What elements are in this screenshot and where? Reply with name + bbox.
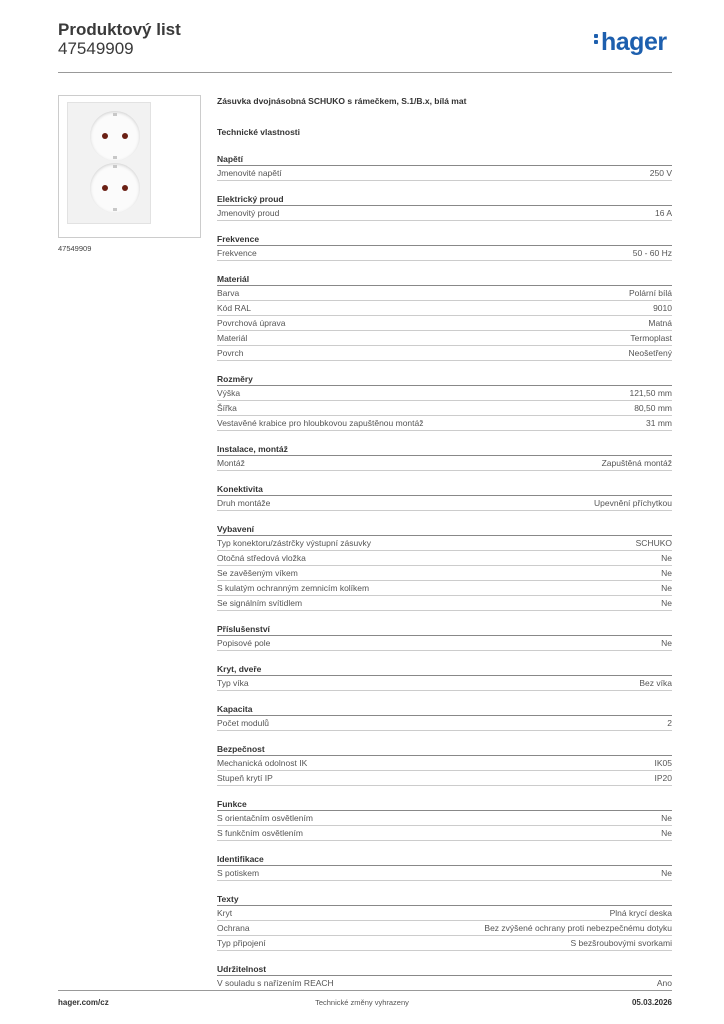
spec-section xyxy=(217,893,672,951)
spec-label: Se zavěšeným víkem xyxy=(217,568,298,578)
spec-value: 250 V xyxy=(649,168,672,178)
spec-label: Druh montáže xyxy=(217,498,271,508)
spec-row xyxy=(217,301,672,316)
section-heading: Texty xyxy=(217,893,672,906)
spec-label: S funkčním osvětlením xyxy=(217,828,303,838)
spec-value: Upevnění příchytkou xyxy=(594,498,672,508)
spec-row xyxy=(217,826,672,841)
spec-label: Typ víka xyxy=(217,678,249,688)
spec-label: S potiskem xyxy=(217,868,260,878)
spec-value: Ne xyxy=(661,583,672,593)
spec-label: Počet modulů xyxy=(217,718,269,728)
spec-value: Zapuštěná montáž xyxy=(601,458,672,468)
spec-row xyxy=(217,286,672,301)
spec-value: S bezšroubovými svorkami xyxy=(570,938,672,948)
spec-section xyxy=(217,523,672,611)
spec-label: Mechanická odolnost IK xyxy=(217,758,308,768)
spec-label: Vestavěné krabice pro hloubkovou zapuštěnou montáž xyxy=(217,418,424,428)
spec-label: Jmenovité napětí xyxy=(217,168,282,178)
section-heading: Identifikace xyxy=(217,853,672,866)
spec-row xyxy=(217,316,672,331)
socket-frame-icon xyxy=(67,102,151,224)
spec-value: Ne xyxy=(661,568,672,578)
hager-logo[interactable] xyxy=(594,28,667,57)
spec-value: Bez zvýšené ochrany proti nebezpečnému dotyku xyxy=(484,923,672,933)
logo-dots-icon xyxy=(594,32,599,46)
spec-value: Ne xyxy=(661,638,672,648)
spec-value: 50 - 60 Hz xyxy=(632,248,672,258)
spec-label: Barva xyxy=(217,288,240,298)
spec-section xyxy=(217,963,672,991)
section-heading: Vybavení xyxy=(217,523,672,536)
spec-label: Materiál xyxy=(217,333,248,343)
spec-value: Ne xyxy=(661,813,672,823)
spec-row xyxy=(217,771,672,786)
spec-row xyxy=(217,166,672,181)
spec-row xyxy=(217,921,672,936)
spec-label: Šířka xyxy=(217,403,237,413)
spec-label: Kód RAL xyxy=(217,303,252,313)
spec-section xyxy=(217,483,672,511)
spec-section xyxy=(217,373,672,431)
spec-value: 9010 xyxy=(653,303,672,313)
spec-section xyxy=(217,663,672,691)
spec-value: 2 xyxy=(667,718,672,728)
spec-section xyxy=(217,153,672,181)
spec-row xyxy=(217,811,672,826)
product-number: 47549909 xyxy=(58,39,134,58)
spec-value: Polární bílá xyxy=(629,288,672,298)
spec-row xyxy=(217,416,672,431)
spec-value: Neošetřený xyxy=(628,348,672,358)
section-heading: Instalace, montáž xyxy=(217,443,672,456)
image-caption: 47549909 xyxy=(58,244,92,253)
spec-section xyxy=(217,443,672,471)
spec-section xyxy=(217,273,672,361)
spec-section xyxy=(217,798,672,841)
spec-label: S orientačním osvětlením xyxy=(217,813,313,823)
spec-section xyxy=(217,703,672,731)
spec-row xyxy=(217,581,672,596)
spec-row xyxy=(217,976,672,991)
spec-row xyxy=(217,566,672,581)
spec-value: 31 mm xyxy=(646,418,672,428)
logo-text: hager xyxy=(601,28,667,56)
spec-row xyxy=(217,401,672,416)
spec-value: Ne xyxy=(661,553,672,563)
footer-divider xyxy=(58,990,672,991)
spec-value: 80,50 mm xyxy=(634,403,672,413)
spec-row xyxy=(217,596,672,611)
spec-label: S kulatým ochranným zemnicím kolíkem xyxy=(217,583,370,593)
spec-row xyxy=(217,206,672,221)
product-title: Zásuvka dvojnásobná SCHUKO s rámečkem, S.1/B.x, bílá mat xyxy=(217,96,467,106)
socket-outlet-icon xyxy=(90,163,140,213)
section-heading: Bezpečnost xyxy=(217,743,672,756)
spec-value: Ne xyxy=(661,868,672,878)
spec-row xyxy=(217,456,672,471)
spec-value: Ne xyxy=(661,598,672,608)
footer-date: 05.03.2026 xyxy=(631,998,672,1007)
section-heading: Kapacita xyxy=(217,703,672,716)
spec-section xyxy=(217,853,672,881)
spec-row xyxy=(217,551,672,566)
tech-properties-title: Technické vlastnosti xyxy=(217,127,300,137)
spec-label: Otočná středová vložka xyxy=(217,553,306,563)
spec-label: Jmenovitý proud xyxy=(217,208,280,218)
spec-value: IK05 xyxy=(654,758,672,768)
spec-value: Ano xyxy=(656,978,672,988)
spec-section xyxy=(217,233,672,261)
product-image xyxy=(58,95,201,238)
spec-label: Frekvence xyxy=(217,248,257,258)
spec-row xyxy=(217,936,672,951)
spec-section xyxy=(217,623,672,651)
socket-outlet-icon xyxy=(90,111,140,161)
spec-label: Se signálním svítidlem xyxy=(217,598,303,608)
section-heading: Funkce xyxy=(217,798,672,811)
spec-value: Ne xyxy=(661,828,672,838)
spec-row xyxy=(217,246,672,261)
spec-label: V souladu s nařízením REACH xyxy=(217,978,334,988)
spec-value: Bez víka xyxy=(639,678,672,688)
spec-label: Výška xyxy=(217,388,241,398)
section-heading: Konektivita xyxy=(217,483,672,496)
spec-row xyxy=(217,716,672,731)
spec-row xyxy=(217,536,672,551)
section-heading: Materiál xyxy=(217,273,672,286)
spec-value: Matná xyxy=(648,318,672,328)
spec-value: 121,50 mm xyxy=(629,388,672,398)
section-heading: Kryt, dveře xyxy=(217,663,672,676)
spec-label: Kryt xyxy=(217,908,233,918)
spec-label: Ochrana xyxy=(217,923,250,933)
spec-label: Stupeň krytí IP xyxy=(217,773,273,783)
spec-section xyxy=(217,193,672,221)
spec-row xyxy=(217,496,672,511)
spec-row xyxy=(217,906,672,921)
spec-row xyxy=(217,756,672,771)
spec-row xyxy=(217,676,672,691)
spec-sections xyxy=(217,153,672,991)
spec-label: Montáž xyxy=(217,458,245,468)
spec-value: Termoplast xyxy=(630,333,672,343)
section-heading: Elektrický proud xyxy=(217,193,672,206)
section-heading: Udržitelnost xyxy=(217,963,672,976)
section-heading: Napětí xyxy=(217,153,672,166)
footer-website[interactable]: hager.com/cz xyxy=(58,998,109,1007)
section-heading: Frekvence xyxy=(217,233,672,246)
spec-label: Povrch xyxy=(217,348,244,358)
section-heading: Rozměry xyxy=(217,373,672,386)
spec-row xyxy=(217,386,672,401)
spec-label: Typ připojení xyxy=(217,938,266,948)
footer-notice: Technické změny vyhrazeny xyxy=(315,998,409,1007)
spec-row xyxy=(217,331,672,346)
spec-label: Povrchová úprava xyxy=(217,318,286,328)
spec-content xyxy=(217,96,672,991)
spec-row xyxy=(217,636,672,651)
spec-section xyxy=(217,743,672,786)
header-divider xyxy=(58,72,672,73)
spec-row xyxy=(217,866,672,881)
page-title: Produktový list xyxy=(58,20,181,39)
spec-label: Typ konektoru/zástrčky výstupní zásuvky xyxy=(217,538,372,548)
spec-value: 16 A xyxy=(654,208,672,218)
section-heading: Příslušenství xyxy=(217,623,672,636)
spec-label: Popisové pole xyxy=(217,638,271,648)
spec-row xyxy=(217,346,672,361)
spec-value: SCHUKO xyxy=(635,538,672,548)
spec-value: IP20 xyxy=(654,773,672,783)
spec-value: Plná krycí deska xyxy=(609,908,672,918)
